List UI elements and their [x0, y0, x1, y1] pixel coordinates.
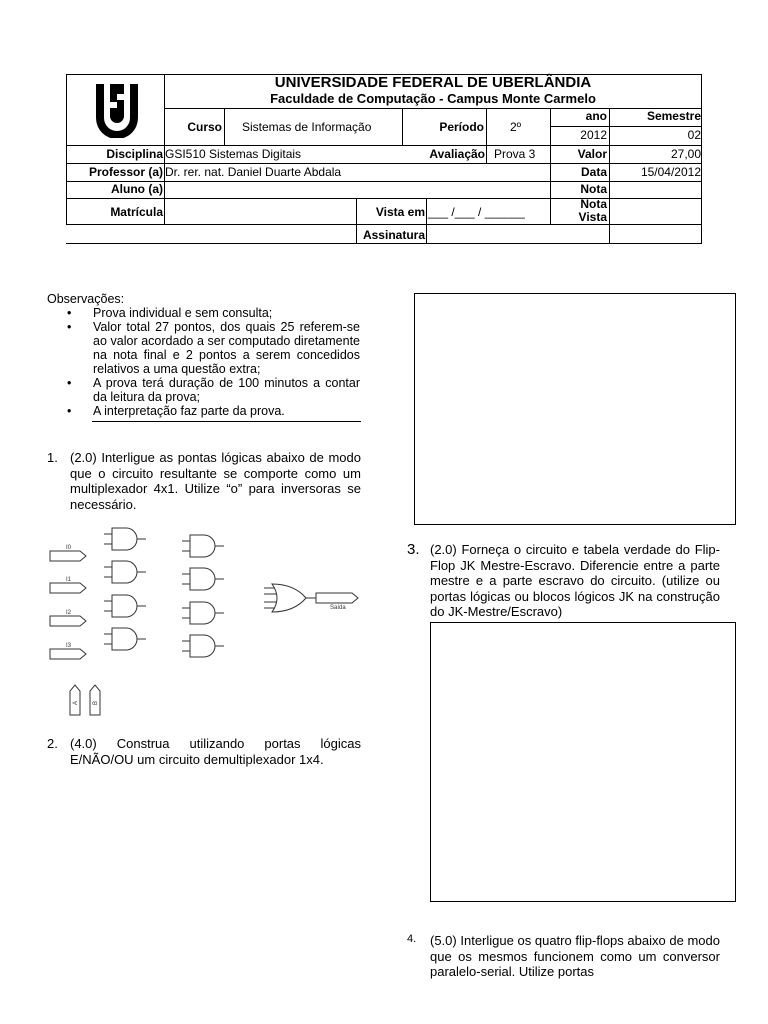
- select-label-b: B: [93, 700, 99, 705]
- disciplina-label: Disciplina: [106, 147, 163, 161]
- observations: [47, 292, 362, 418]
- nota-vista-label: Nota Vista: [578, 197, 607, 224]
- vista-date-blank: ___ /___ / ______: [428, 205, 525, 219]
- observation-item: • Prova individual e sem consulta;: [47, 306, 360, 320]
- professor-label: Professor (a): [88, 165, 163, 179]
- assinatura-label: Assinatura: [362, 228, 425, 242]
- observations-title: Observações:: [47, 292, 125, 306]
- nota-label: Nota: [580, 182, 607, 196]
- observation-item: • A prova terá duração de 100 minutos a contar da leitura da prova;: [47, 376, 360, 404]
- periodo-label: Período: [439, 120, 484, 134]
- curso-label: Curso: [187, 120, 222, 134]
- observation-item: • Valor total 27 pontos, dos quais 25 referem-se ao valor acordado a ser computado diretamente na nota final e 2 pontos a serem concedidos relativos a uma questão extra;: [47, 320, 360, 376]
- answer-box-q3[interactable]: [430, 622, 736, 902]
- periodo-value: 2º: [510, 120, 522, 134]
- matricula-label: Matrícula: [110, 205, 163, 219]
- avaliacao-label: Avaliação: [429, 147, 485, 161]
- question-2-text: (4.0) Construa utilizando portas lógicas E/NÃO/OU um circuito demultiplexador 1x4.: [70, 736, 361, 767]
- answer-box-q1[interactable]: [414, 293, 736, 525]
- question-3-text: (2.0) Forneça o circuito e tabela verdade do Flip-Flop JK Mestre-Escravo. Diferencie entre a parte mestre e a parte escravo do circuito. (utilize ou portas lógicas ou blocos lógicos JK na construção do JK-Mestre/Escravo): [430, 542, 720, 619]
- observation-item: • A interpretação faz parte da prova.: [47, 404, 360, 418]
- professor-value: Dr. rer. nat. Daniel Duarte Abdala: [165, 165, 342, 179]
- output-label: Saída: [330, 605, 346, 611]
- faculty-name: Faculdade de Computação - Campus Monte Carmelo: [270, 91, 596, 106]
- semestre-label: Semestre: [646, 109, 701, 123]
- data-label: Data: [580, 165, 607, 179]
- mux-circuit-figure: [46, 525, 368, 725]
- observations-divider: [92, 421, 361, 422]
- ano-label: ano: [585, 109, 607, 123]
- aluno-label: Aluno (a): [111, 182, 163, 196]
- question-4-text: (5.0) Interligue os quatro flip-flops abaixo de modo que os mesmos funcionem como um conversor paralelo-serial. Utilize portas: [430, 933, 720, 979]
- avaliacao-value: Prova 3: [494, 147, 536, 161]
- semestre-value: 02: [687, 128, 701, 142]
- vista-label: Vista em: [375, 205, 425, 219]
- input-label-i3: I3: [66, 643, 72, 649]
- input-label-i0: I0: [66, 545, 72, 551]
- exam-header: [66, 74, 702, 244]
- university-logo: [86, 80, 148, 138]
- question-4-number: 4.: [407, 933, 417, 945]
- input-label-i1: I1: [66, 577, 72, 583]
- disciplina-value: GSI510 Sistemas Digitais: [165, 147, 302, 161]
- valor-value: 27,00: [670, 147, 701, 161]
- question-3-number: 3.: [407, 541, 420, 558]
- university-name: UNIVERSIDADE FEDERAL DE UBERLÂNDIA: [274, 74, 592, 91]
- valor-label: Valor: [577, 147, 607, 161]
- ano-value: 2012: [580, 128, 607, 142]
- curso-value: Sistemas de Informação: [242, 120, 372, 134]
- select-label-a: A: [73, 700, 79, 705]
- question-2-number: 2.: [47, 736, 58, 751]
- input-label-i2: I2: [66, 610, 72, 616]
- question-1-number: 1.: [47, 450, 58, 465]
- data-value: 15/04/2012: [640, 165, 701, 179]
- question-1-text: (2.0) Interligue as pontas lógicas abaixo de modo que o circuito resultante se comporte como um multiplexador 4x1. Utilize “o” para inversoras se necessário.: [70, 450, 361, 512]
